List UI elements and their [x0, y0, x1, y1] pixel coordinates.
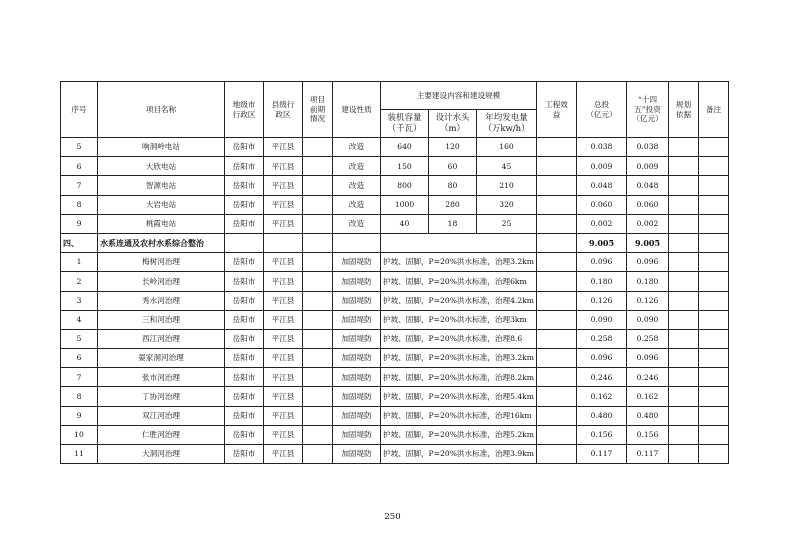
header-name: 项目名称 [98, 82, 225, 138]
cell-nature: 加固堤防 [333, 329, 381, 348]
cell-total: 0.156 [577, 425, 627, 444]
cell-city: 岳阳市 [225, 291, 264, 310]
cell-seq: 5 [61, 329, 98, 348]
cell-county: 平江县 [264, 138, 303, 157]
cell-city: 岳阳市 [225, 272, 264, 291]
cell-basis [669, 233, 699, 252]
cell-remark [699, 272, 729, 291]
cell-city: 岳阳市 [225, 368, 264, 387]
cell-seq: 6 [61, 157, 98, 176]
cell-county: 平江县 [264, 387, 303, 406]
cell-total: 0.117 [577, 445, 627, 464]
cell-nature: 改造 [333, 176, 381, 195]
header-remark: 备注 [699, 82, 729, 138]
cell-city [225, 233, 264, 252]
cell-city: 岳阳市 [225, 157, 264, 176]
cell-name: 仁胜河治理 [98, 425, 225, 444]
cell-plan14: 0.162 [627, 387, 669, 406]
cell-benefit [537, 445, 577, 464]
cell-seq: 5 [61, 138, 98, 157]
cell-plan14: 0.156 [627, 425, 669, 444]
cell-prelim [303, 329, 333, 348]
cell-benefit [537, 329, 577, 348]
cell-benefit [537, 233, 577, 252]
cell-remark [699, 425, 729, 444]
cell-capacity: 640 [381, 138, 429, 157]
cell-prelim [303, 138, 333, 157]
cell-county: 平江县 [264, 176, 303, 195]
cell-prelim [303, 176, 333, 195]
cell-basis [669, 253, 699, 272]
cell-seq: 7 [61, 176, 98, 195]
table-row [61, 329, 729, 348]
cell-county: 平江县 [264, 291, 303, 310]
cell-nature: 改造 [333, 157, 381, 176]
cell-name: 双江河治理 [98, 406, 225, 425]
header-plan14: “十四 五”投资 （亿元） [627, 82, 669, 138]
cell-benefit [537, 291, 577, 310]
cell-name: 大欣电站 [98, 157, 225, 176]
cell-county: 平江县 [264, 310, 303, 329]
cell-basis [669, 176, 699, 195]
cell-name: 桃霞电站 [98, 214, 225, 233]
cell-benefit [537, 253, 577, 272]
cell-total: 0.126 [577, 291, 627, 310]
cell-basis [669, 291, 699, 310]
cell-remark [699, 310, 729, 329]
cell-basis [669, 425, 699, 444]
cell-scale: 护坡、固脚，P=20%洪水标准，治理8.2km [381, 368, 537, 387]
cell-prelim [303, 233, 333, 252]
cell-nature: 加固堤防 [333, 253, 381, 272]
cell-nature: 改造 [333, 214, 381, 233]
table-row [61, 272, 729, 291]
cell-plan14: 0.096 [627, 253, 669, 272]
cell-seq: 2 [61, 272, 98, 291]
cell-basis [669, 329, 699, 348]
cell-prelim [303, 195, 333, 214]
cell-basis [669, 310, 699, 329]
cell-seq: 10 [61, 425, 98, 444]
cell-remark [699, 387, 729, 406]
cell-plan14: 0.038 [627, 138, 669, 157]
cell-total: 0.180 [577, 272, 627, 291]
cell-basis [669, 387, 699, 406]
header-city: 地级市 行政区 [225, 82, 264, 138]
cell-scale [381, 233, 537, 252]
cell-nature: 加固堤防 [333, 368, 381, 387]
cell-total: 0.162 [577, 387, 627, 406]
header-output: 年均发电量 （万kw/h） [477, 110, 537, 138]
cell-total: 0.048 [577, 176, 627, 195]
cell-county: 平江县 [264, 272, 303, 291]
cell-plan14: 0.180 [627, 272, 669, 291]
cell-city: 岳阳市 [225, 329, 264, 348]
table-row [61, 253, 729, 272]
table-row [61, 176, 729, 195]
cell-nature: 改造 [333, 138, 381, 157]
table-row [61, 310, 729, 329]
cell-remark [699, 253, 729, 272]
cell-plan14: 0.096 [627, 349, 669, 368]
cell-total: 0.090 [577, 310, 627, 329]
cell-city: 岳阳市 [225, 253, 264, 272]
cell-prelim [303, 272, 333, 291]
section-total: 9.005 [577, 233, 627, 252]
cell-remark [699, 195, 729, 214]
header-capacity: 装机容量 （千瓦） [381, 110, 429, 138]
table-row [61, 195, 729, 214]
cell-county: 平江县 [264, 368, 303, 387]
cell-benefit [537, 214, 577, 233]
cell-seq: 11 [61, 445, 98, 464]
cell-total: 0.096 [577, 349, 627, 368]
cell-nature: 加固堤防 [333, 310, 381, 329]
cell-capacity: 150 [381, 157, 429, 176]
cell-name: 三和河治理 [98, 310, 225, 329]
cell-plan14: 0.117 [627, 445, 669, 464]
cell-remark [699, 291, 729, 310]
cell-name: 大洞河治理 [98, 445, 225, 464]
cell-city: 岳阳市 [225, 406, 264, 425]
cell-total: 0.009 [577, 157, 627, 176]
cell-scale: 护坡、固脚，P=20%洪水标准，治理5.4km [381, 387, 537, 406]
table-row [61, 425, 729, 444]
cell-remark [699, 157, 729, 176]
cell-name: 秀水河治理 [98, 291, 225, 310]
cell-scale: 护坡、固脚，P=20%洪水标准，治理8.6 [381, 329, 537, 348]
cell-seq: 9 [61, 214, 98, 233]
cell-plan14: 0.009 [627, 157, 669, 176]
cell-name: 丁协河治理 [98, 387, 225, 406]
cell-basis [669, 138, 699, 157]
cell-county: 平江县 [264, 253, 303, 272]
cell-city: 岳阳市 [225, 195, 264, 214]
cell-benefit [537, 138, 577, 157]
header-head: 设计水头 （m） [429, 110, 477, 138]
cell-basis [669, 214, 699, 233]
cell-plan14: 0.002 [627, 214, 669, 233]
project-table [60, 81, 729, 464]
cell-city: 岳阳市 [225, 387, 264, 406]
cell-county: 平江县 [264, 406, 303, 425]
cell-nature: 加固堤防 [333, 425, 381, 444]
cell-basis [669, 445, 699, 464]
cell-name: 智源电站 [98, 176, 225, 195]
cell-basis [669, 195, 699, 214]
table-row [61, 291, 729, 310]
cell-output: 25 [477, 214, 537, 233]
cell-county: 平江县 [264, 195, 303, 214]
section-plan14: 9.005 [627, 233, 669, 252]
header-total: 总投 （亿元） [577, 82, 627, 138]
table-row [61, 214, 729, 233]
cell-scale: 护坡、固脚，P=20%洪水标准，治理5.2km [381, 425, 537, 444]
cell-remark [699, 138, 729, 157]
cell-county: 平江县 [264, 445, 303, 464]
cell-head: 60 [429, 157, 477, 176]
cell-benefit [537, 310, 577, 329]
cell-scale: 护坡、固脚，P=20%洪水标准，治理3.2km [381, 349, 537, 368]
cell-remark [699, 445, 729, 464]
cell-benefit [537, 406, 577, 425]
cell-city: 岳阳市 [225, 445, 264, 464]
cell-basis [669, 157, 699, 176]
cell-prelim [303, 310, 333, 329]
cell-name: 梅树河治理 [98, 253, 225, 272]
table-row [61, 349, 729, 368]
section-seq: 四、 [61, 233, 98, 252]
cell-head: 280 [429, 195, 477, 214]
cell-name: 响洞岭电站 [98, 138, 225, 157]
cell-nature [333, 233, 381, 252]
cell-output: 210 [477, 176, 537, 195]
cell-nature: 加固堤防 [333, 291, 381, 310]
cell-county: 平江县 [264, 329, 303, 348]
cell-prelim [303, 291, 333, 310]
cell-city: 岳阳市 [225, 349, 264, 368]
cell-prelim [303, 445, 333, 464]
cell-benefit [537, 425, 577, 444]
cell-prelim [303, 157, 333, 176]
cell-benefit [537, 176, 577, 195]
cell-prelim [303, 349, 333, 368]
cell-name: 张市河治理 [98, 368, 225, 387]
cell-plan14: 0.480 [627, 406, 669, 425]
cell-city: 岳阳市 [225, 310, 264, 329]
cell-head: 120 [429, 138, 477, 157]
cell-total: 0.096 [577, 253, 627, 272]
cell-output: 320 [477, 195, 537, 214]
cell-plan14: 0.258 [627, 329, 669, 348]
cell-remark [699, 214, 729, 233]
cell-prelim [303, 214, 333, 233]
cell-capacity: 1000 [381, 195, 429, 214]
cell-plan14: 0.126 [627, 291, 669, 310]
header-seq: 序号 [61, 82, 98, 138]
cell-total: 0.480 [577, 406, 627, 425]
cell-basis [669, 406, 699, 425]
table-row [61, 157, 729, 176]
header-basis: 规划 依据 [669, 82, 699, 138]
cell-plan14: 0.048 [627, 176, 669, 195]
cell-name: 晏家洞河治理 [98, 349, 225, 368]
cell-prelim [303, 406, 333, 425]
cell-remark [699, 349, 729, 368]
cell-county: 平江县 [264, 425, 303, 444]
table-row [61, 445, 729, 464]
cell-benefit [537, 387, 577, 406]
cell-seq: 9 [61, 406, 98, 425]
table-row [61, 138, 729, 157]
cell-scale: 护坡、固脚，P=20%洪水标准，治理3.9km [381, 445, 537, 464]
cell-county: 平江县 [264, 214, 303, 233]
cell-nature: 加固堤防 [333, 387, 381, 406]
cell-total: 0.038 [577, 138, 627, 157]
cell-remark [699, 329, 729, 348]
cell-county: 平江县 [264, 157, 303, 176]
cell-head: 18 [429, 214, 477, 233]
header-county: 县级行 政区 [264, 82, 303, 138]
cell-output: 160 [477, 138, 537, 157]
cell-total: 0.258 [577, 329, 627, 348]
page-number: 250 [384, 512, 401, 522]
cell-basis [669, 349, 699, 368]
cell-seq: 8 [61, 387, 98, 406]
header-scale: 主要建设内容和建设规模 [381, 82, 537, 110]
cell-seq: 1 [61, 253, 98, 272]
cell-seq: 3 [61, 291, 98, 310]
cell-seq: 8 [61, 195, 98, 214]
cell-capacity: 40 [381, 214, 429, 233]
cell-scale: 护坡、固脚，P=20%洪水标准，治理16km [381, 406, 537, 425]
cell-remark [699, 368, 729, 387]
cell-output: 45 [477, 157, 537, 176]
header-nature: 建设性质 [333, 82, 381, 138]
cell-remark [699, 233, 729, 252]
cell-city: 岳阳市 [225, 138, 264, 157]
section-name: 水系连通及农村水系综合整治 [98, 233, 225, 252]
cell-benefit [537, 272, 577, 291]
table-row [61, 387, 729, 406]
cell-name: 大岩电站 [98, 195, 225, 214]
cell-prelim [303, 253, 333, 272]
cell-total: 0.246 [577, 368, 627, 387]
cell-total: 0.002 [577, 214, 627, 233]
cell-basis [669, 368, 699, 387]
cell-total: 0.060 [577, 195, 627, 214]
cell-scale: 护坡、固脚，P=20%洪水标准，治理3km [381, 310, 537, 329]
cell-prelim [303, 368, 333, 387]
cell-county: 平江县 [264, 349, 303, 368]
cell-plan14: 0.060 [627, 195, 669, 214]
cell-prelim [303, 387, 333, 406]
cell-prelim [303, 425, 333, 444]
cell-benefit [537, 368, 577, 387]
table-row [61, 406, 729, 425]
cell-benefit [537, 349, 577, 368]
cell-county [264, 233, 303, 252]
cell-basis [669, 272, 699, 291]
cell-head: 80 [429, 176, 477, 195]
cell-nature: 改造 [333, 195, 381, 214]
cell-remark [699, 176, 729, 195]
cell-scale: 护坡、固脚，P=20%洪水标准，治理3.2km [381, 253, 537, 272]
cell-name: 长岭河治理 [98, 272, 225, 291]
cell-city: 岳阳市 [225, 214, 264, 233]
cell-city: 岳阳市 [225, 425, 264, 444]
cell-name: 西江河治理 [98, 329, 225, 348]
section-row [61, 233, 729, 252]
header-benefit: 工程效 益 [537, 82, 577, 138]
cell-plan14: 0.246 [627, 368, 669, 387]
cell-benefit [537, 195, 577, 214]
cell-seq: 6 [61, 349, 98, 368]
cell-benefit [537, 157, 577, 176]
table-row [61, 368, 729, 387]
cell-city: 岳阳市 [225, 176, 264, 195]
cell-seq: 7 [61, 368, 98, 387]
cell-remark [699, 406, 729, 425]
cell-nature: 加固堤防 [333, 349, 381, 368]
cell-scale: 护坡、固脚，P=20%洪水标准，治理6km [381, 272, 537, 291]
cell-nature: 加固堤防 [333, 406, 381, 425]
header-prelim: 项目 前期 情况 [303, 82, 333, 138]
cell-capacity: 800 [381, 176, 429, 195]
cell-seq: 4 [61, 310, 98, 329]
cell-nature: 加固堤防 [333, 445, 381, 464]
cell-scale: 护坡、固脚，P=20%洪水标准，治理4.2km [381, 291, 537, 310]
cell-plan14: 0.090 [627, 310, 669, 329]
cell-nature: 加固堤防 [333, 272, 381, 291]
